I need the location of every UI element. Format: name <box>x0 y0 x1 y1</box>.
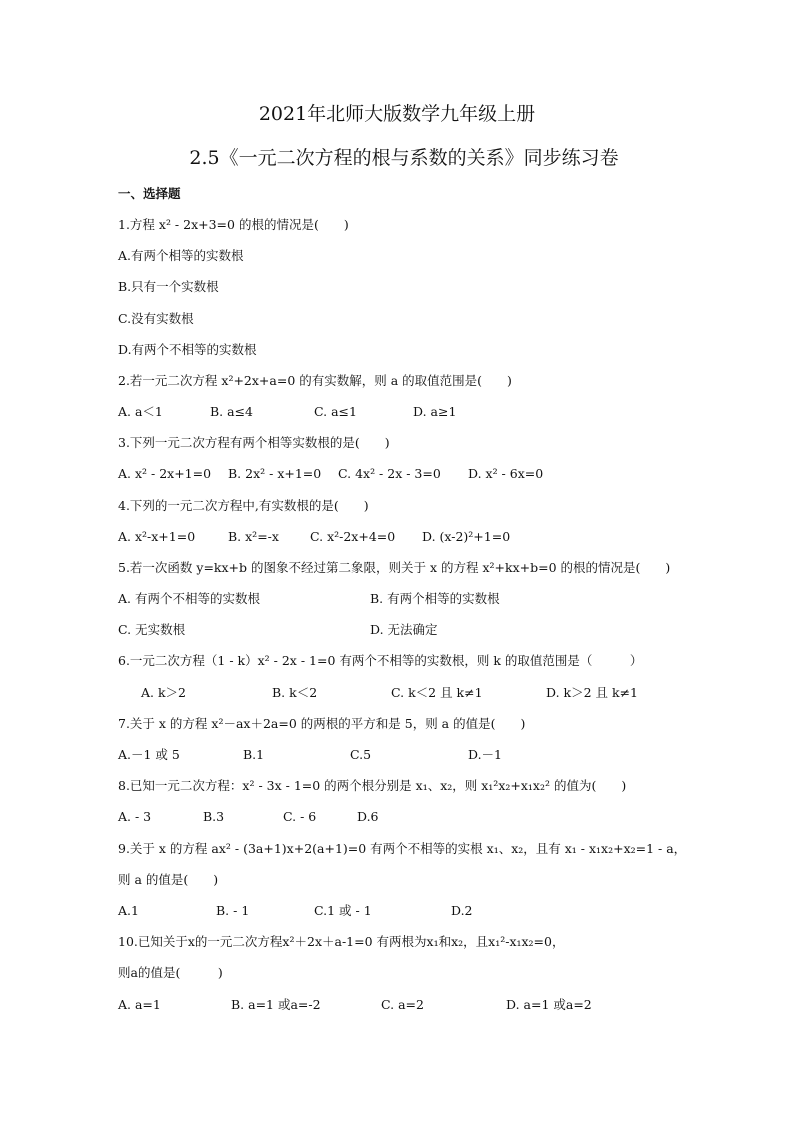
question-10-option-a: A. a=1 <box>118 997 161 1012</box>
question-4-stem: 4.下列的一元二次方程中,有实数根的是( ) <box>118 498 369 513</box>
question-2-option-d: D. a≥1 <box>413 404 457 419</box>
question-2-option-b: B. a≤4 <box>210 404 254 419</box>
question-8-option-a: A. - 3 <box>118 809 152 824</box>
question-2-option-c: C. a≤1 <box>314 404 357 419</box>
question-8-stem: 8.已知一元二次方程：x² - 3x - 1=0 的两个根分别是 x₁、x₂，则 x₁²x₂+x₁x₂² 的值为( ) <box>118 778 627 793</box>
question-7-option-d: D.－1 <box>468 747 503 762</box>
question-10-stem: 10.已知关于x的一元二次方程x²＋2x＋a-1=0 有两根为x₁和x₂，且x₁²-x₁x₂=0， <box>118 934 565 949</box>
question-1-option-c: C.没有实数根 <box>118 311 194 326</box>
question-6-option-d: D. k＞2 且 k≠1 <box>546 685 638 700</box>
question-3-stem: 3.下列一元二次方程有两个相等实数根的是( ) <box>118 435 390 450</box>
question-8-option-c: C. - 6 <box>283 809 317 824</box>
question-9-option-a: A.1 <box>118 903 139 918</box>
question-6-stem: 6.一元二次方程（1 - k）x² - 2x - 1=0 有两个不相等的实数根，则 k 的取值范围是（ ） <box>118 653 643 668</box>
question-8-option-d: D.6 <box>357 809 379 824</box>
question-10-option-c: C. a=2 <box>381 997 424 1012</box>
question-1-option-d: D.有两个不相等的实数根 <box>118 342 257 357</box>
question-7-stem: 7.关于 x 的方程 x²－ax＋2a=0 的两根的平方和是 5，则 a 的值是( ) <box>118 716 526 731</box>
question-5-option-d: D. 无法确定 <box>370 622 438 637</box>
question-9-option-c: C.1 或 - 1 <box>314 903 372 918</box>
question-5-option-a: A. 有两个不相等的实数根 <box>118 591 260 606</box>
question-1-stem: 1.方程 x² - 2x+3=0 的根的情况是( ) <box>118 217 349 232</box>
question-7-option-a: A.－1 或 5 <box>118 747 180 762</box>
question-1-option-a: A.有两个相等的实数根 <box>118 248 244 263</box>
question-8-option-b: B.3 <box>203 809 225 824</box>
question-6-option-b: B. k＜2 <box>272 685 318 700</box>
question-5-option-b: B. 有两个相等的实数根 <box>370 591 500 606</box>
question-5-option-c: C. 无实数根 <box>118 622 186 637</box>
question-7-option-b: B.1 <box>243 747 265 762</box>
question-3-option-c: C. 4x² - 2x - 3=0 <box>338 466 441 481</box>
question-4-option-a: A. x²-x+1=0 <box>118 529 196 544</box>
section-heading: 一、选择题 <box>118 186 181 201</box>
question-3-option-b: B. 2x² - x+1=0 <box>228 466 322 481</box>
question-10-option-b: B. a=1 或a=-2 <box>231 997 321 1012</box>
question-9-stem: 9.关于 x 的方程 ax² - (3a+1)x+2(a+1)=0 有两个不相等的实根 x₁、x₂，且有 x₁ - x₁x₂+x₂=1 - a， <box>118 841 687 856</box>
question-4-option-c: C. x²-2x+4=0 <box>310 529 396 544</box>
question-1-option-b: B.只有一个实数根 <box>118 279 219 294</box>
question-4-option-d: D. (x-2)²+1=0 <box>422 529 511 544</box>
question-3-option-d: D. x² - 6x=0 <box>468 466 544 481</box>
question-9-stem-continued: 则 a 的值是( ) <box>118 872 219 887</box>
document-title: 2021年北师大版数学九年级上册 <box>258 103 536 125</box>
question-7-option-c: C.5 <box>350 747 372 762</box>
document-subtitle: 2.5《一元二次方程的根与系数的关系》同步练习卷 <box>189 147 619 169</box>
question-10-stem-continued: 则a的值是( ) <box>118 965 223 980</box>
question-6-option-a: A. k＞2 <box>141 685 187 700</box>
question-3-option-a: A. x² - 2x+1=0 <box>118 466 212 481</box>
question-5-stem: 5.若一次函数 y=kx+b 的图象不经过第二象限，则关于 x 的方程 x²+kx+b=0 的根的情况是( ) <box>118 560 671 575</box>
question-4-option-b: B. x²=-x <box>228 529 279 544</box>
question-9-option-b: B. - 1 <box>216 903 250 918</box>
question-2-stem: 2.若一元二次方程 x²+2x+a=0 的有实数解，则 a 的取值范围是( ) <box>118 373 512 388</box>
question-10-option-d: D. a=1 或a=2 <box>506 997 592 1012</box>
question-2-option-a: A. a＜1 <box>118 404 163 419</box>
question-9-option-d: D.2 <box>451 903 473 918</box>
question-6-option-c: C. k＜2 且 k≠1 <box>391 685 483 700</box>
